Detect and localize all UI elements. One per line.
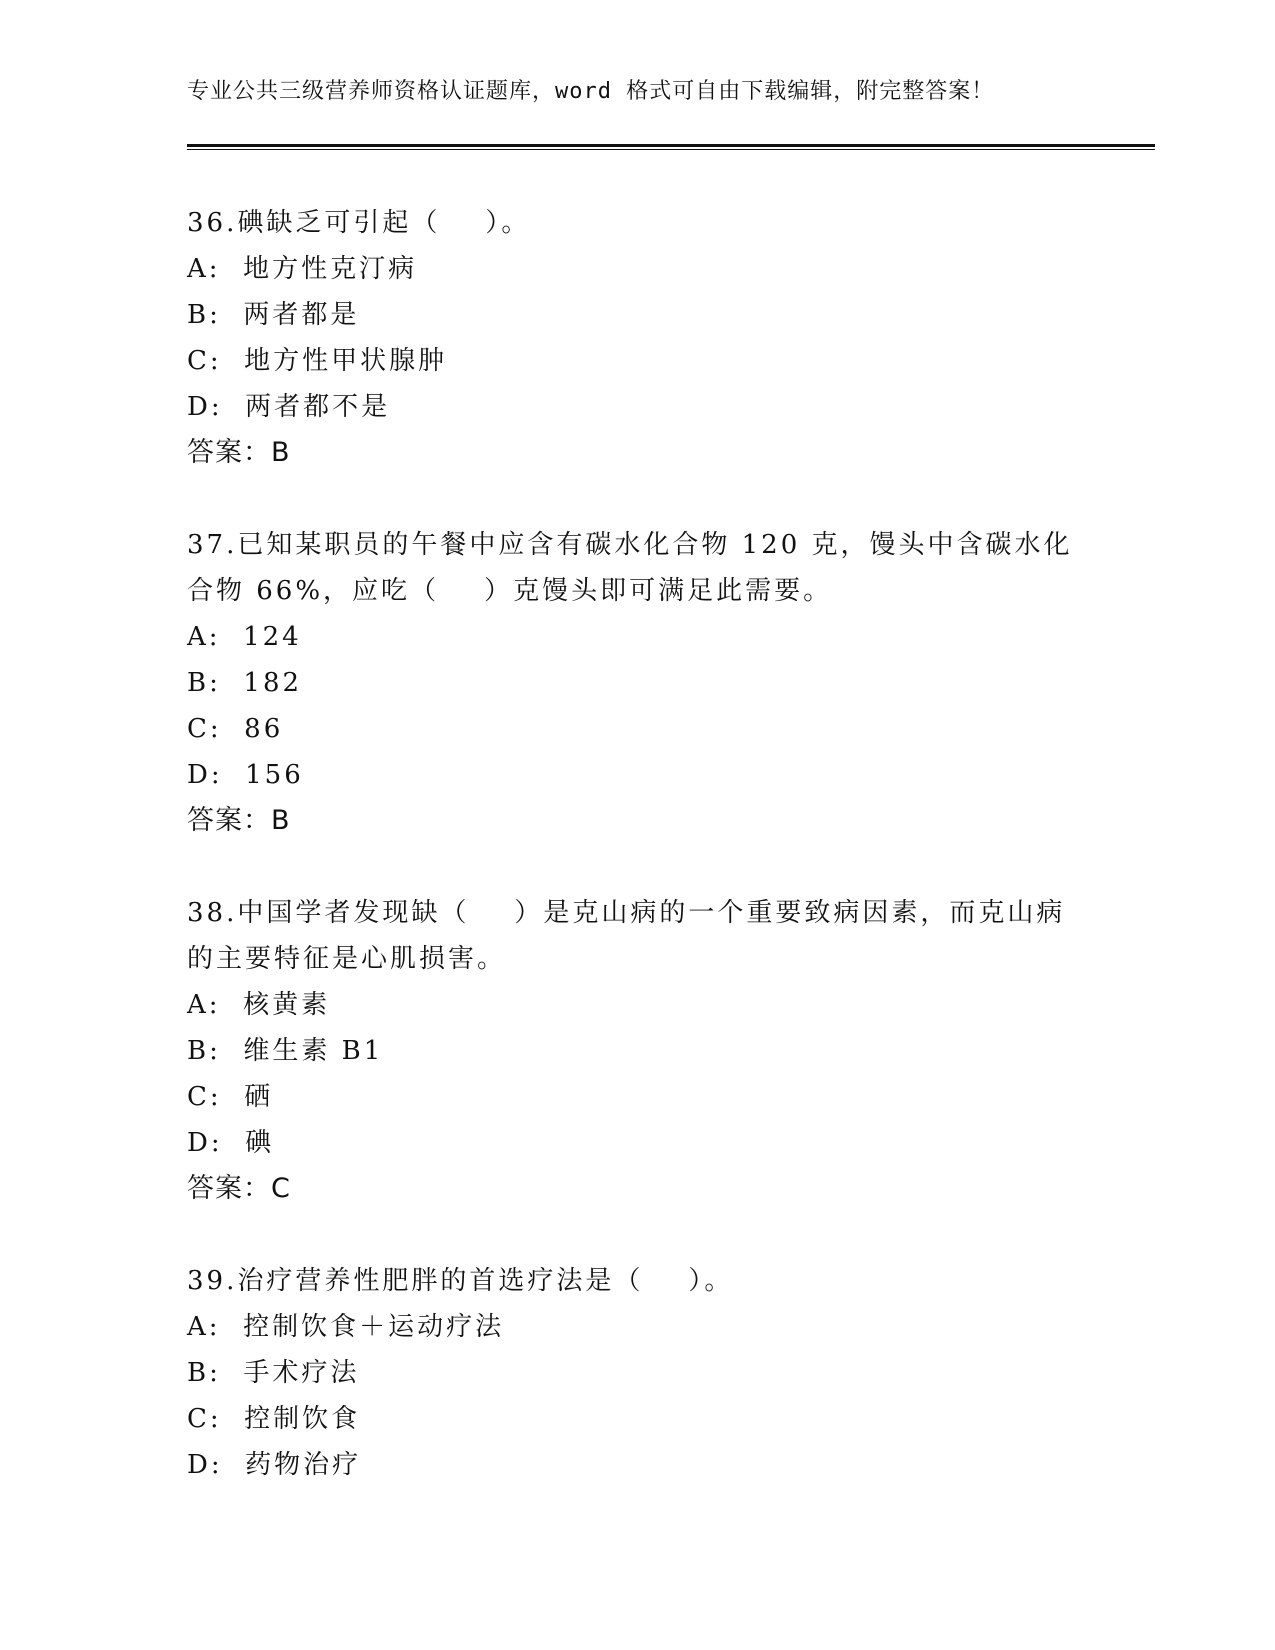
option-d: D: 碘 bbox=[187, 1128, 275, 1158]
question-36 bbox=[187, 200, 1087, 476]
question-list bbox=[187, 200, 1087, 1534]
option-a: A: 地方性克汀病 bbox=[187, 254, 418, 284]
option-c: C: 86 bbox=[187, 714, 284, 744]
question-37 bbox=[187, 522, 1087, 844]
option-c: C: 地方性甲状腺肿 bbox=[187, 346, 448, 376]
option-d: D: 药物治疗 bbox=[187, 1450, 362, 1480]
question-38 bbox=[187, 890, 1087, 1212]
question-stem: 39.治疗营养性肥胖的首选疗法是（ ）。 bbox=[187, 1266, 734, 1296]
question-stem: 37.已知某职员的午餐中应含有碳水化合物 120 克，馒头中含碳水化合物 66%，应吃（ ）克馒头即可满足此需要。 bbox=[187, 530, 1073, 606]
option-c: C: 控制饮食 bbox=[187, 1404, 361, 1434]
question-39 bbox=[187, 1258, 1087, 1488]
header-rule-thin bbox=[187, 149, 1155, 150]
option-b: B: 182 bbox=[187, 668, 303, 698]
header-rule-thick bbox=[187, 144, 1155, 147]
option-a: A: 124 bbox=[187, 622, 302, 652]
page-header: 专业公共三级营养师资格认证题库，word 格式可自由下载编辑，附完整答案！ bbox=[187, 79, 995, 104]
option-c: C: 硒 bbox=[187, 1082, 274, 1112]
answer-line: 答案：B bbox=[187, 437, 291, 468]
answer-line: 答案：B bbox=[187, 805, 291, 836]
option-b: B: 两者都是 bbox=[187, 300, 360, 330]
option-d: D: 两者都不是 bbox=[187, 392, 391, 422]
option-b: B: 手术疗法 bbox=[187, 1358, 360, 1388]
question-stem: 36.碘缺乏可引起（ ）。 bbox=[187, 208, 531, 238]
option-d: D: 156 bbox=[187, 760, 304, 790]
option-a: A: 核黄素 bbox=[187, 990, 331, 1020]
option-a: A: 控制饮食＋运动疗法 bbox=[187, 1312, 505, 1342]
question-stem: 38.中国学者发现缺（ ）是克山病的一个重要致病因素，而克山病的主要特征是心肌损害。 bbox=[187, 898, 1066, 974]
answer-line: 答案：C bbox=[187, 1173, 291, 1204]
option-b: B: 维生素 B1 bbox=[187, 1036, 384, 1066]
